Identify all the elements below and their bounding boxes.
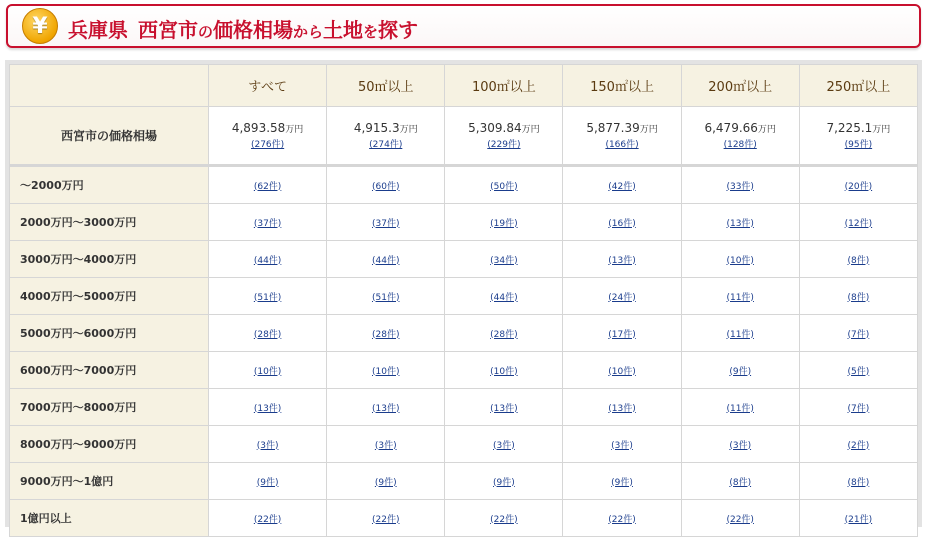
listing-count-link[interactable]: (24件) xyxy=(608,292,636,303)
average-price-cell xyxy=(209,107,327,166)
count-cell xyxy=(209,500,327,537)
listing-count-link[interactable]: (13件) xyxy=(371,403,400,414)
count-cell xyxy=(209,352,327,389)
table-row xyxy=(10,204,918,241)
listing-count-link[interactable]: (276件) xyxy=(250,140,285,150)
listing-count-link[interactable]: (37件) xyxy=(371,218,400,229)
table-row xyxy=(10,463,918,500)
count-cell xyxy=(445,500,563,537)
count-cell xyxy=(563,389,681,426)
count-cell xyxy=(681,426,799,463)
count-cell xyxy=(681,166,799,204)
listing-count-link[interactable]: (13件) xyxy=(726,218,754,229)
average-price-cell xyxy=(799,107,917,166)
price-value: 4,893.58 xyxy=(231,121,286,135)
count-cell xyxy=(799,463,917,500)
title-prefecture: 兵庫県 xyxy=(68,18,128,42)
count-cell xyxy=(799,278,917,315)
price-value: 4,915.3 xyxy=(353,121,400,135)
listing-count-link[interactable]: (16件) xyxy=(608,218,636,229)
price-value: 5,877.39 xyxy=(586,121,640,135)
average-price-cell xyxy=(327,107,445,166)
listing-count-link[interactable]: (44件) xyxy=(253,255,282,266)
count-cell xyxy=(445,278,563,315)
listing-count-link[interactable]: (12件) xyxy=(844,218,873,229)
listing-count-link[interactable]: (3件) xyxy=(729,440,752,451)
count-cell xyxy=(327,389,445,426)
count-cell xyxy=(799,166,917,204)
listing-count-link[interactable]: (9件) xyxy=(374,477,397,488)
table-row xyxy=(10,426,918,463)
listing-count-link[interactable]: (44件) xyxy=(371,255,400,266)
count-cell xyxy=(799,241,917,278)
price-unit: 万円 xyxy=(757,125,776,135)
listing-count-link[interactable]: (7件) xyxy=(847,403,870,414)
count-cell xyxy=(209,166,327,204)
price-table-container xyxy=(5,60,922,527)
listing-count-link[interactable]: (95件) xyxy=(844,140,873,150)
listing-count-link[interactable]: (22件) xyxy=(608,514,636,525)
count-cell xyxy=(209,315,327,352)
count-cell xyxy=(327,241,445,278)
count-cell xyxy=(327,204,445,241)
table-row xyxy=(10,278,918,315)
price-unit: 万円 xyxy=(639,125,658,135)
listing-count-link[interactable]: (50件) xyxy=(490,181,518,192)
column-header: 100㎡以上 xyxy=(445,65,563,107)
price-band-label: 3000万円～4000万円 xyxy=(10,241,209,278)
listing-count-link[interactable]: (13件) xyxy=(490,403,518,414)
count-cell xyxy=(563,204,681,241)
column-header: 150㎡以上 xyxy=(563,65,681,107)
count-cell xyxy=(563,426,681,463)
listing-count-link[interactable]: (166件) xyxy=(605,140,639,150)
count-cell xyxy=(681,241,799,278)
listing-count-link[interactable]: (44件) xyxy=(490,292,518,303)
count-cell xyxy=(563,166,681,204)
page-title-box xyxy=(6,4,921,48)
count-cell xyxy=(445,463,563,500)
listing-count-link[interactable]: (22件) xyxy=(253,514,282,525)
listing-count-link[interactable]: (10件) xyxy=(490,366,518,377)
listing-count-link[interactable]: (28件) xyxy=(490,329,518,340)
price-band-label: 1億円以上 xyxy=(10,500,209,537)
count-cell xyxy=(799,204,917,241)
title-phrase-3: 探す xyxy=(378,18,419,42)
listing-count-link[interactable]: (8件) xyxy=(847,477,870,488)
listing-count-link[interactable]: (33件) xyxy=(726,181,754,192)
table-row xyxy=(10,241,918,278)
count-cell xyxy=(327,278,445,315)
count-cell xyxy=(563,352,681,389)
listing-count-link[interactable]: (5件) xyxy=(847,366,870,377)
listing-count-link[interactable]: (51件) xyxy=(253,292,282,303)
table-row xyxy=(10,500,918,537)
listing-count-link[interactable]: (2件) xyxy=(847,440,870,451)
average-price-cell xyxy=(445,107,563,166)
listing-count-link[interactable]: (8件) xyxy=(729,477,752,488)
average-price-cell xyxy=(563,107,681,166)
price-unit: 万円 xyxy=(521,125,540,135)
listing-count-link[interactable]: (34件) xyxy=(490,255,518,266)
count-cell xyxy=(327,500,445,537)
listing-count-link[interactable]: (229件) xyxy=(487,140,521,150)
listing-count-link[interactable]: (11件) xyxy=(726,292,754,303)
count-cell xyxy=(209,241,327,278)
listing-count-link[interactable]: (28件) xyxy=(253,329,282,340)
listing-count-link[interactable]: (21件) xyxy=(844,514,873,525)
listing-count-link[interactable]: (22件) xyxy=(726,514,754,525)
listing-count-link[interactable]: (128件) xyxy=(723,140,757,150)
listing-count-link[interactable]: (11件) xyxy=(726,329,754,340)
listing-count-link[interactable]: (9件) xyxy=(729,366,752,377)
listing-count-link[interactable]: (10件) xyxy=(726,255,754,266)
count-cell xyxy=(327,166,445,204)
count-cell xyxy=(445,166,563,204)
listing-count-link[interactable]: (274件) xyxy=(369,140,403,150)
column-header: すべて xyxy=(209,65,327,107)
table-header-row xyxy=(10,65,918,107)
listing-count-link[interactable]: (9件) xyxy=(611,477,633,488)
listing-count-link[interactable]: (60件) xyxy=(371,181,400,192)
listing-count-link[interactable]: (13件) xyxy=(608,403,636,414)
listing-count-link[interactable]: (10件) xyxy=(253,366,282,377)
listing-count-link[interactable]: (13件) xyxy=(253,403,282,414)
title-particle-1: の xyxy=(198,23,214,41)
price-band-label: 9000万円～1億円 xyxy=(10,463,209,500)
title-particle-3: を xyxy=(363,23,379,41)
title-phrase-1: 価格相場 xyxy=(213,18,294,42)
listing-count-link[interactable]: (7件) xyxy=(847,329,870,340)
price-band-label: 5000万円～6000万円 xyxy=(10,315,209,352)
average-price-cell xyxy=(681,107,799,166)
column-header: 250㎡以上 xyxy=(799,65,917,107)
price-unit: 万円 xyxy=(872,125,891,135)
count-cell xyxy=(563,241,681,278)
price-value: 5,309.84 xyxy=(468,121,522,135)
count-cell xyxy=(799,315,917,352)
listing-count-link[interactable]: (3件) xyxy=(493,440,515,451)
count-cell xyxy=(681,389,799,426)
average-price-label: 西宮市の価格相場 xyxy=(10,107,209,166)
price-band-label: ～2000万円 xyxy=(10,166,209,204)
listing-count-link[interactable]: (13件) xyxy=(608,255,636,266)
count-cell xyxy=(563,463,681,500)
listing-count-link[interactable]: (9件) xyxy=(256,477,279,488)
count-cell xyxy=(327,426,445,463)
price-value: 7,225.1 xyxy=(826,121,873,135)
table-row xyxy=(10,352,918,389)
column-header: 50㎡以上 xyxy=(327,65,445,107)
listing-count-link[interactable]: (8件) xyxy=(847,292,870,303)
count-cell xyxy=(209,278,327,315)
listing-count-link[interactable]: (51件) xyxy=(371,292,400,303)
count-cell xyxy=(445,389,563,426)
listing-count-link[interactable]: (37件) xyxy=(253,218,282,229)
price-value: 6,479.66 xyxy=(704,121,758,135)
yen-coin-icon: ¥ xyxy=(22,8,58,44)
page-title xyxy=(68,14,418,43)
title-city: 西宮市 xyxy=(138,18,198,42)
count-cell xyxy=(799,389,917,426)
count-cell xyxy=(327,352,445,389)
listing-count-link[interactable]: (8件) xyxy=(847,255,870,266)
price-band-label: 8000万円～9000万円 xyxy=(10,426,209,463)
count-cell xyxy=(681,463,799,500)
count-cell xyxy=(799,500,917,537)
average-price-row xyxy=(10,107,918,166)
count-cell xyxy=(445,315,563,352)
price-band-label: 7000万円～8000万円 xyxy=(10,389,209,426)
listing-count-link[interactable]: (22件) xyxy=(371,514,400,525)
count-cell xyxy=(681,204,799,241)
count-cell xyxy=(799,352,917,389)
listing-count-link[interactable]: (11件) xyxy=(726,403,754,414)
count-cell xyxy=(209,463,327,500)
count-cell xyxy=(563,500,681,537)
listing-count-link[interactable]: (3件) xyxy=(374,440,397,451)
count-cell xyxy=(327,315,445,352)
count-cell xyxy=(445,204,563,241)
price-unit: 万円 xyxy=(399,125,418,135)
listing-count-link[interactable]: (3件) xyxy=(256,440,279,451)
title-particle-2: から xyxy=(293,23,324,41)
listing-count-link[interactable]: (42件) xyxy=(608,181,636,192)
count-cell xyxy=(445,352,563,389)
table-row xyxy=(10,315,918,352)
price-band-label: 6000万円～7000万円 xyxy=(10,352,209,389)
count-cell xyxy=(209,389,327,426)
count-cell xyxy=(209,426,327,463)
count-cell xyxy=(563,315,681,352)
count-cell xyxy=(445,426,563,463)
listing-count-link[interactable]: (17件) xyxy=(608,329,636,340)
table-row xyxy=(10,389,918,426)
count-cell xyxy=(799,426,917,463)
price-unit: 万円 xyxy=(285,125,304,135)
count-cell xyxy=(681,278,799,315)
price-band-label: 4000万円～5000万円 xyxy=(10,278,209,315)
listing-count-link[interactable]: (19件) xyxy=(490,218,518,229)
count-cell xyxy=(681,500,799,537)
listing-count-link[interactable]: (10件) xyxy=(608,366,636,377)
table-row xyxy=(10,166,918,204)
listing-count-link[interactable]: (20件) xyxy=(844,181,873,192)
count-cell xyxy=(445,241,563,278)
price-band-label: 2000万円～3000万円 xyxy=(10,204,209,241)
column-header: 200㎡以上 xyxy=(681,65,799,107)
count-cell xyxy=(681,315,799,352)
header-blank-cell xyxy=(10,65,209,107)
title-phrase-2: 土地 xyxy=(323,18,364,42)
listing-count-link[interactable]: (22件) xyxy=(490,514,518,525)
listing-count-link[interactable]: (9件) xyxy=(493,477,515,488)
listing-count-link[interactable]: (62件) xyxy=(253,181,282,192)
listing-count-link[interactable]: (10件) xyxy=(371,366,400,377)
count-cell xyxy=(563,278,681,315)
listing-count-link[interactable]: (3件) xyxy=(611,440,633,451)
count-cell xyxy=(209,204,327,241)
listing-count-link[interactable]: (28件) xyxy=(371,329,400,340)
count-cell xyxy=(681,352,799,389)
price-table xyxy=(9,64,918,537)
count-cell xyxy=(327,463,445,500)
